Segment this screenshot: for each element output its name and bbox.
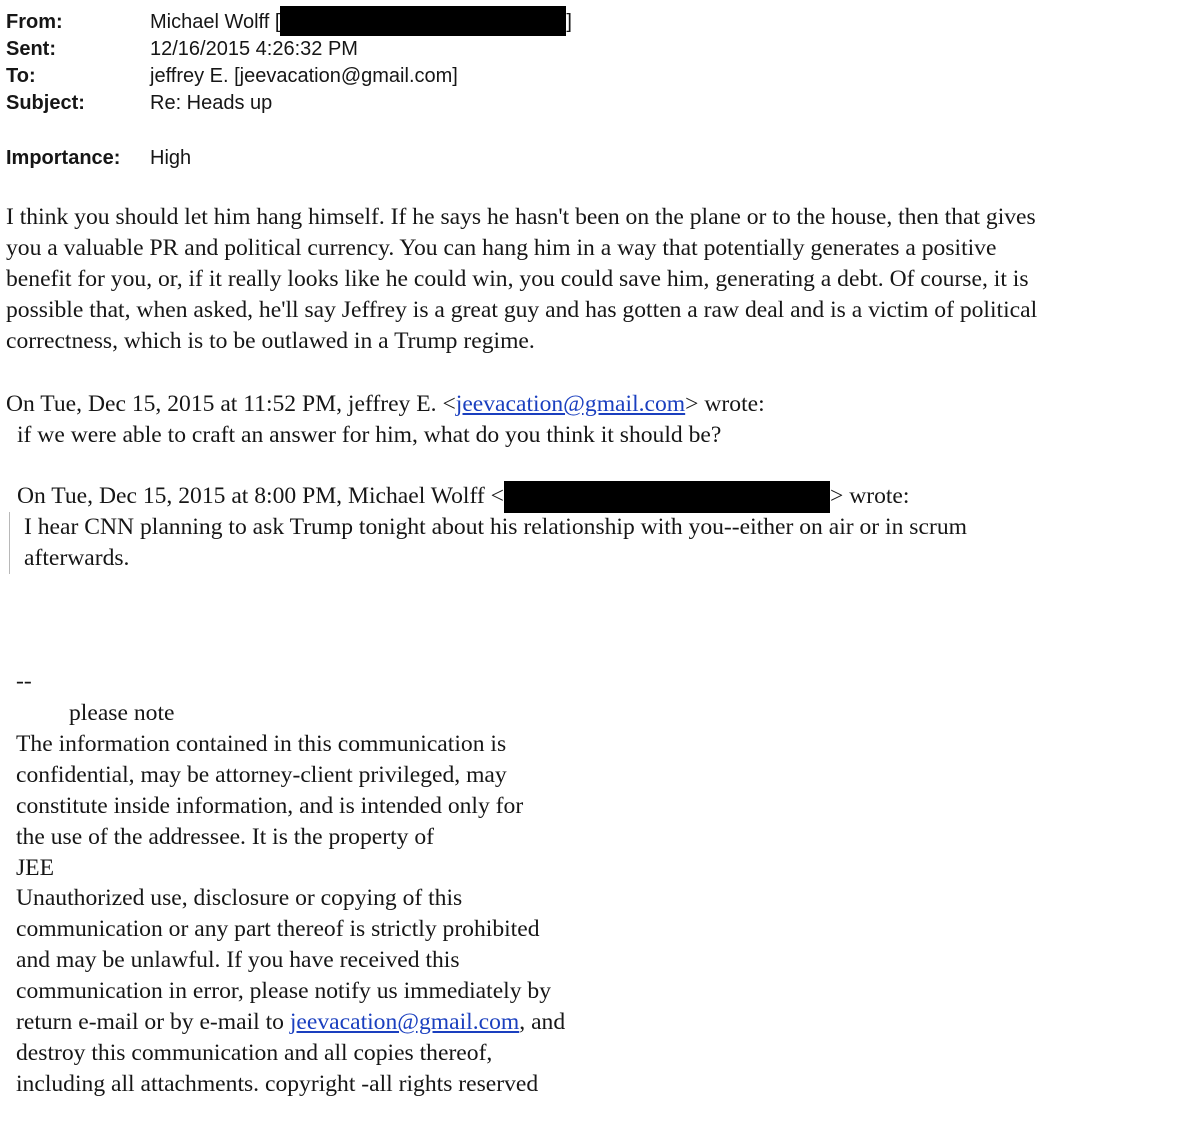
sent-label: Sent: xyxy=(6,38,56,60)
from-close: ] xyxy=(566,11,572,33)
redaction-bar xyxy=(280,6,566,36)
subject-label: Subject: xyxy=(6,92,85,114)
disclaimer-line: JEE xyxy=(16,854,55,881)
message-body xyxy=(6,202,1192,357)
disclaimer-line: including all attachments. copyright -all rights reserved xyxy=(16,1070,539,1097)
reply2-line: afterwards. xyxy=(24,545,130,571)
subject-value: Re: Heads up xyxy=(150,92,273,114)
reply1-attribution-prefix: On Tue, Dec 15, 2015 at 11:52 PM, jeffrey E. < xyxy=(6,391,456,417)
disclaimer-line: the use of the addressee. It is the property of xyxy=(16,823,434,850)
quote-bar xyxy=(9,512,10,574)
reply1-message: if we were able to craft an answer for him, what do you think it should be? xyxy=(17,422,722,448)
disclaimer-return-line xyxy=(16,1007,565,1038)
disclaimer-line: constitute inside information, and is intended only for xyxy=(16,792,524,819)
disclaimer-line: and may be unlawful. If you have received this xyxy=(16,947,460,974)
disclaimer xyxy=(16,698,565,1100)
from-label: From: xyxy=(6,11,63,33)
note-heading: please note xyxy=(69,700,175,726)
reply2-line: I hear CNN planning to ask Trump tonight about his relationship with you--either on air or in scrum xyxy=(24,514,967,540)
disclaimer-line: communication or any part thereof is strictly prohibited xyxy=(16,916,540,943)
sent-value: 12/16/2015 4:26:32 PM xyxy=(150,38,358,60)
reply1-email-link[interactable]: jeevacation@gmail.com xyxy=(455,391,686,417)
disclaimer-line: confidential, may be attorney-client privileged, may xyxy=(16,761,507,788)
reply1-attribution-suffix: > wrote: xyxy=(685,391,765,417)
return-suffix: , and xyxy=(519,1009,566,1036)
disclaimer-line: destroy this communication and all copies thereof, xyxy=(16,1039,493,1066)
reply2-attribution xyxy=(17,481,909,513)
reply2-attribution-suffix: > wrote: xyxy=(829,483,910,509)
disclaimer-line: The information contained in this communication is xyxy=(16,730,507,757)
body-line: correctness, which is to be outlawed in a Trump regime. xyxy=(6,328,535,354)
return-prefix: return e-mail or by e-mail to xyxy=(16,1009,290,1036)
body-line: benefit for you, or, if it really looks like he could win, you could save him, generating a debt. Of course, it is xyxy=(6,266,1029,292)
footer-email-link[interactable]: jeevacation@gmail.com xyxy=(289,1009,520,1036)
disclaimer-line: communication in error, please notify us immediately by xyxy=(16,978,552,1005)
from-name: Michael Wolff [ xyxy=(150,11,281,33)
reply2-attribution-prefix: On Tue, Dec 15, 2015 at 8:00 PM, Michael Wolff < xyxy=(17,483,504,509)
body-line: I think you should let him hang himself. If he says he hasn't been on the plane or to the house, then that gives xyxy=(6,204,1036,230)
body-line: you a valuable PR and political currency. You can hang him in a way that potentially generates a positive xyxy=(6,235,997,261)
to-value: jeffrey E. [jeevacation@gmail.com] xyxy=(150,65,458,87)
disclaimer-line: Unauthorized use, disclosure or copying of this xyxy=(16,885,463,912)
from-value xyxy=(150,10,572,36)
redaction-bar xyxy=(504,481,830,513)
to-label: To: xyxy=(6,65,36,87)
importance-label: Importance: xyxy=(6,147,121,169)
signature-separator: -- xyxy=(16,668,32,694)
importance-value: High xyxy=(150,147,192,169)
body-line: possible that, when asked, he'll say Jeffrey is a great guy and has gotten a raw deal and is a victim of political xyxy=(6,297,1038,323)
reply1-attribution xyxy=(6,389,765,420)
